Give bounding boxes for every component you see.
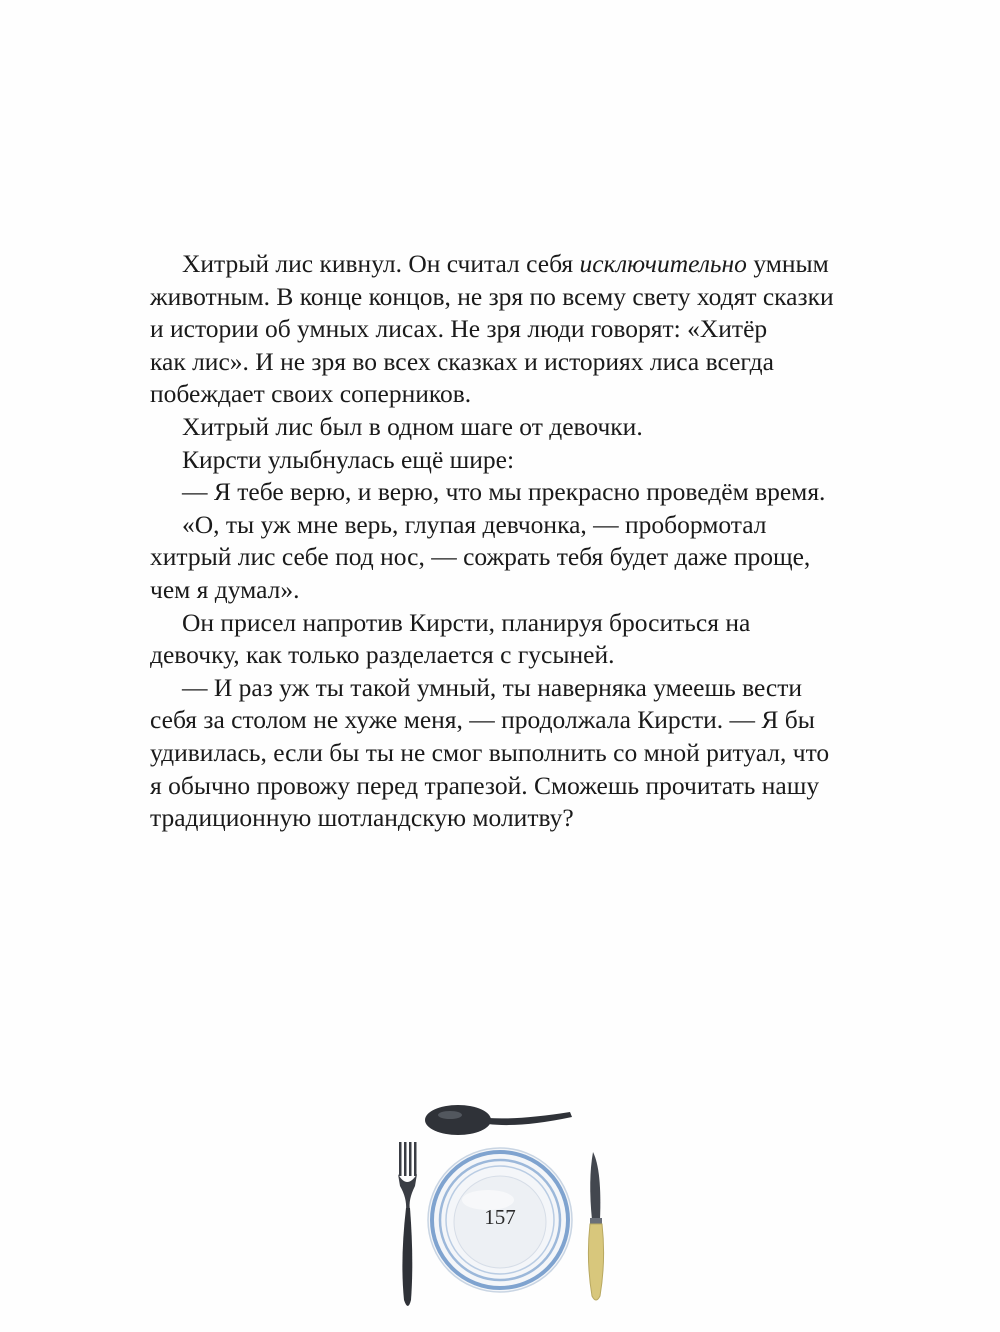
- text-line: и истории об умных лисах. Не зря люди говорят: «Хитёр: [150, 314, 768, 344]
- text-line: Кирсти улыбнулась ещё шире:: [182, 444, 515, 474]
- text-line: Он присел напротив Кирсти, планируя броситься на: [182, 607, 751, 637]
- text-line: чем я думал».: [150, 574, 300, 604]
- text-line: побеждает своих соперников.: [150, 379, 472, 409]
- text-line: — И раз уж ты такой умный, ты наверняка умеешь вести: [182, 672, 803, 702]
- text-line: Хитрый лис был в одном шаге от девочки.: [182, 411, 643, 441]
- text-line: я обычно провожу перед трапезой. Сможешь прочитать нашу: [150, 770, 820, 800]
- text-line: животным. В конце концов, не зря по всему свету ходят сказки: [150, 281, 834, 311]
- text-line: девочку, как только разделается с гусыней.: [150, 640, 615, 670]
- page-number: 157: [484, 1205, 516, 1229]
- text-line: удивилась, если бы ты не смог выполнить со мной ритуал, что: [150, 737, 830, 767]
- text-line: себя за столом не хуже меня, — продолжала Кирсти. — Я бы: [150, 705, 815, 735]
- text-line: Хитрый лис кивнул. Он считал себя исключительно умным: [182, 249, 829, 278]
- emphasis: исключительно: [579, 249, 747, 278]
- text-line: традиционную шотландскую молитву?: [150, 803, 574, 833]
- text-line: — Я тебе верю, и верю, что мы прекрасно проведём время.: [182, 477, 826, 507]
- text-line: хитрый лис себе под нос, — сожрать тебя будет даже проще,: [150, 542, 811, 572]
- text-line: как лис». И не зря во всех сказках и историях лиса всегда: [150, 346, 774, 376]
- knife-icon: [588, 1152, 603, 1300]
- body-text: [150, 248, 850, 835]
- spoon-icon: [425, 1105, 572, 1135]
- text-line: «О, ты уж мне верь, глупая девчонка, — пробормотал: [182, 509, 767, 539]
- fork-icon: [398, 1142, 417, 1306]
